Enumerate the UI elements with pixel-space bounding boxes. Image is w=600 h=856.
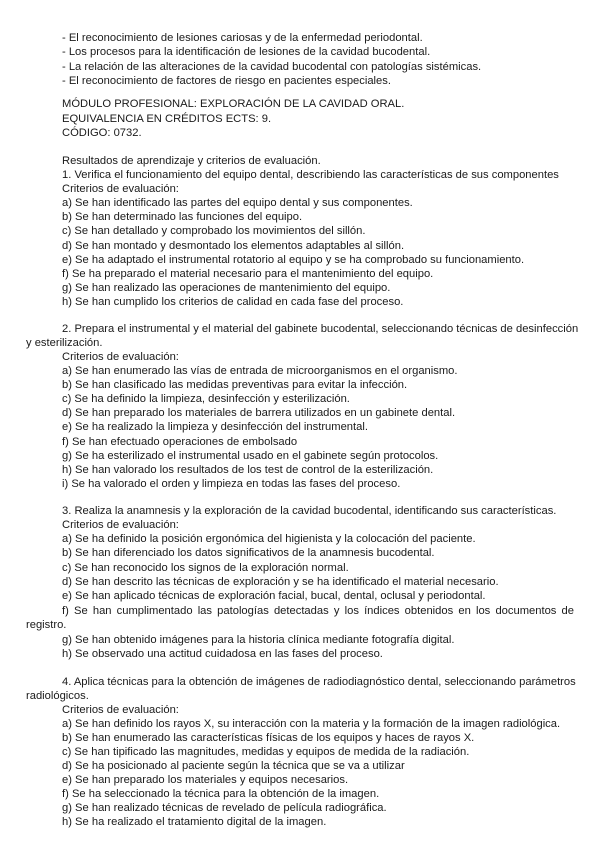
criterion: b) Se han clasificado las medidas preventivas para evitar la infección. bbox=[62, 379, 408, 391]
criterion: h) Se observado una actitud cuidadosa en las fases del proceso. bbox=[62, 648, 383, 660]
criterion: f) Se han efectuado operaciones de embolsado bbox=[62, 436, 298, 448]
module-credits: EQUIVALENCIA EN CRÉDITOS ECTS: 9. bbox=[62, 113, 272, 125]
criterion: e) Se han aplicado técnicas de exploración facial, bucal, dental, oclusal y periodontal. bbox=[62, 590, 486, 602]
criteria-label: Criterios de evaluación: bbox=[62, 351, 179, 363]
criterion: d) Se han montado y desmontado los elementos adaptables al sillón. bbox=[62, 240, 405, 252]
result-heading-cont: radiológicos. bbox=[26, 690, 89, 702]
criterion: e) Se ha adaptado el instrumental rotatorio al equipo y se ha comprobado su funcionamiento. bbox=[62, 254, 525, 266]
result-heading: 3. Realiza la anamnesis y la exploración de la cavidad bucodental, identificando sus características. bbox=[62, 505, 557, 517]
criterion: e) Se ha realizado la limpieza y desinfección del instrumental. bbox=[62, 421, 368, 433]
criterion: f) Se ha preparado el material necesario para el mantenimiento del equipo. bbox=[62, 268, 434, 280]
results-heading: Resultados de aprendizaje y criterios de evaluación. bbox=[62, 155, 321, 167]
criteria-label: Criterios de evaluación: bbox=[62, 704, 179, 716]
criterion: b) Se han enumerado las características físicas de los equipos y haces de rayos X. bbox=[62, 732, 475, 744]
result-heading: 1. Verifica el funcionamiento del equipo dental, describiendo las características de sus componentes bbox=[62, 169, 559, 181]
criterion: e) Se han preparado los materiales y equipos necesarios. bbox=[62, 774, 349, 786]
criterion: b) Se han diferenciado los datos significativos de la anamnesis bucodental. bbox=[62, 547, 435, 559]
criterion: f) Se ha seleccionado la técnica para la obtención de la imagen. bbox=[62, 788, 380, 800]
criterion: g) Se han obtenido imágenes para la historia clínica mediante fotografía digital. bbox=[62, 634, 455, 646]
module-title: MÓDULO PROFESIONAL: EXPLORACIÓN DE LA CAVIDAD ORAL. bbox=[62, 98, 405, 110]
criterion: d) Se han preparado los materiales de barrera utilizados en un gabinete dental. bbox=[62, 407, 456, 419]
intro-item: - Los procesos para la identificación de lesiones de la cavidad bucodental. bbox=[62, 46, 431, 58]
intro-item: - El reconocimiento de factores de riesgo en pacientes especiales. bbox=[62, 75, 391, 87]
result-heading-cont: y esterilización. bbox=[26, 337, 103, 349]
criterion: h) Se han valorado los resultados de los test de control de la esterilización. bbox=[62, 464, 434, 476]
criterion: a) Se han identificado las partes del equipo dental y sus componentes. bbox=[62, 197, 413, 209]
criterion: c) Se han detallado y comprobado los movimientos del sillón. bbox=[62, 225, 366, 237]
criterion-cont: registro. bbox=[26, 619, 67, 631]
criterion: g) Se han realizado las operaciones de mantenimiento del equipo. bbox=[62, 282, 391, 294]
criterion: a) Se han enumerado las vías de entrada de microorganismos en el organismo. bbox=[62, 365, 458, 377]
criterion: i) Se ha valorado el orden y limpieza en todas las fases del proceso. bbox=[62, 478, 401, 490]
criterion: g) Se han realizado técnicas de revelado de película radiográfica. bbox=[62, 802, 387, 814]
result-heading: 2. Prepara el instrumental y el material del gabinete bucodental, seleccionando técnicas de desinfección bbox=[62, 323, 579, 335]
criterion: d) Se ha posicionado al paciente según la técnica que se va a utilizar bbox=[62, 760, 405, 772]
criteria-label: Criterios de evaluación: bbox=[62, 519, 179, 531]
criterion: h) Se han cumplido los criterios de calidad en cada fase del proceso. bbox=[62, 296, 404, 308]
criterion: d) Se han descrito las técnicas de exploración y se ha identificado el material necesario. bbox=[62, 576, 499, 588]
criterion: f) Se han cumplimentado las patologías detectadas y los índices obtenidos en los documentos de bbox=[62, 605, 574, 617]
intro-item: - El reconocimiento de lesiones cariosas y de la enfermedad periodontal. bbox=[62, 32, 423, 44]
criterion: a) Se ha definido la posición ergonómica del higienista y la colocación del paciente. bbox=[62, 533, 476, 545]
criteria-label: Criterios de evaluación: bbox=[62, 183, 179, 195]
criterion: c) Se han tipificado las magnitudes, medidas y equipos de medida de la radiación. bbox=[62, 746, 470, 758]
module-code: CÓDIGO: 0732. bbox=[62, 127, 142, 139]
intro-item: - La relación de las alteraciones de la cavidad bucodental con patologías sistémicas. bbox=[62, 61, 482, 73]
criterion: c) Se ha definido la limpieza, desinfección y esterilización. bbox=[62, 393, 350, 405]
criterion: h) Se ha realizado el tratamiento digital de la imagen. bbox=[62, 816, 327, 828]
result-heading: 4. Aplica técnicas para la obtención de imágenes de radiodiagnóstico dental, seleccionando parámetros bbox=[62, 676, 576, 688]
criterion: c) Se han reconocido los signos de la exploración normal. bbox=[62, 562, 349, 574]
criterion: a) Se han definido los rayos X, su interacción con la materia y la formación de la imagen radiológica. bbox=[62, 718, 561, 730]
criterion: b) Se han determinado las funciones del equipo. bbox=[62, 211, 303, 223]
criterion: g) Se ha esterilizado el instrumental usado en el gabinete según protocolos. bbox=[62, 450, 439, 462]
